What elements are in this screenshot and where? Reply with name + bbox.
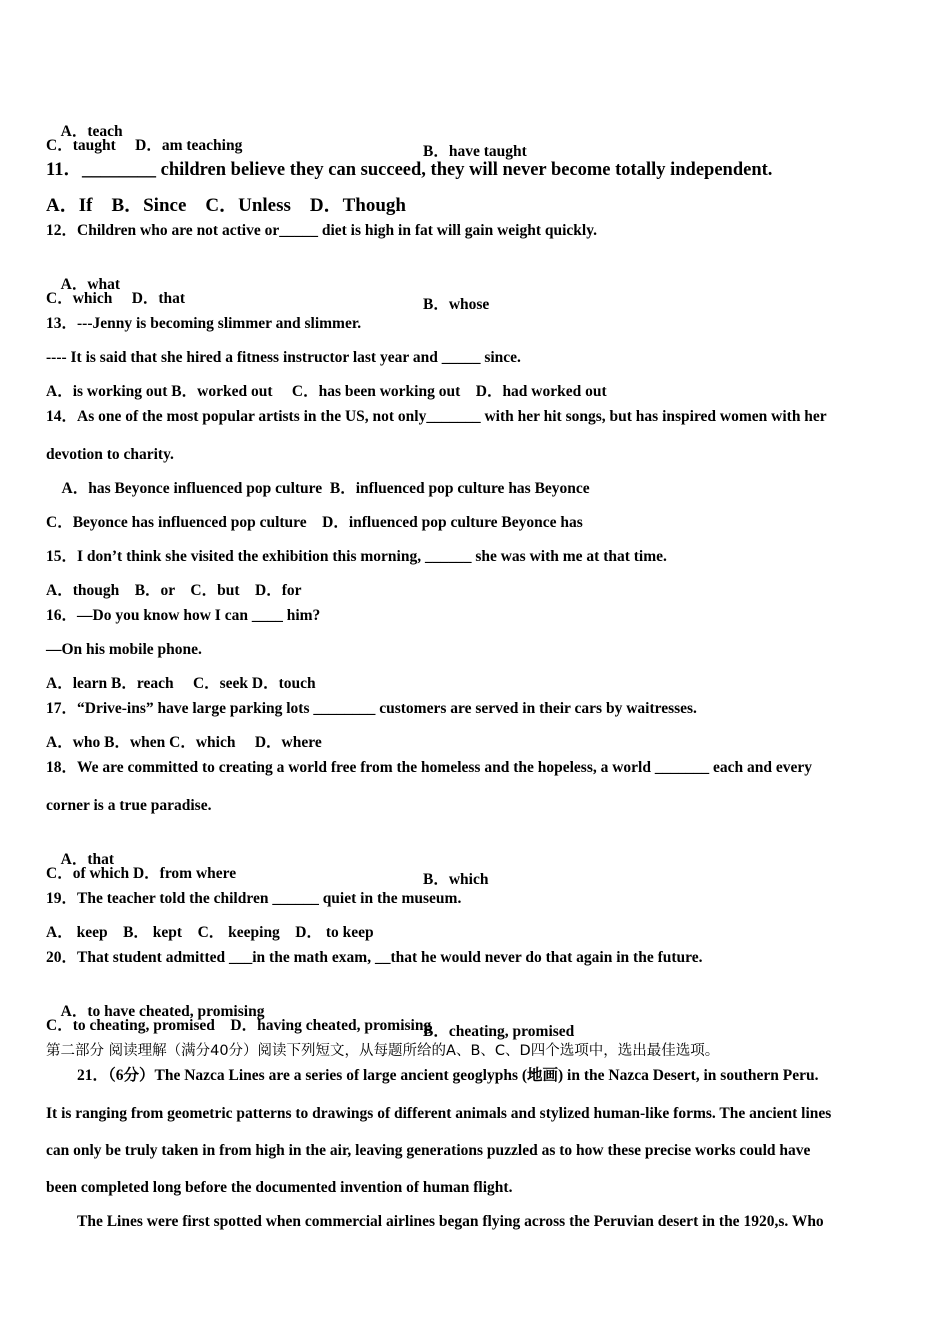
option-a: A．to have cheated, promising xyxy=(60,1003,265,1020)
question-14-cont: devotion to charity. xyxy=(46,446,174,463)
q13-options: A．is working out B．worked out C．has been working out D．had worked out xyxy=(46,383,607,400)
question-12: 12．Children who are not active or_____ diet is high in fat will gain weight quickly. xyxy=(46,222,598,239)
question-14: 14．As one of the most popular artists in the US, not only_______ with her hit songs, but has inspired women with her xyxy=(46,408,827,425)
question-11: 11．________ children believe they can succeed, they will never become totally independent. xyxy=(46,160,773,180)
passage-line-5: The Lines were first spotted when commercial airlines began flying across the Peruvian desert in the 1920,s. Who xyxy=(46,1213,824,1230)
option-b: B．which xyxy=(423,871,489,888)
question-13: 13．---Jenny is becoming slimmer and slimmer. xyxy=(46,315,362,332)
option-a: A．teach xyxy=(60,123,123,140)
option-a: A．that xyxy=(60,851,115,868)
q20-options-row2: C．to cheating, promised D．having cheated, promising xyxy=(46,1017,432,1034)
passage-line-1: 21．（6分）The Nazca Lines are a series of large ancient geoglyphs (地画) in the Nazca Desert, in southern Peru. xyxy=(46,1067,819,1084)
option-b: B．whose xyxy=(423,296,490,313)
question-18: 18．We are committed to creating a world free from the homeless and the hopeless, a world _______ each and every xyxy=(46,759,812,776)
question-16-reply: —On his mobile phone. xyxy=(46,641,202,658)
option-a: A．what xyxy=(60,276,121,293)
passage-line-3: can only be truly taken in from high in the air, leaving generations puzzled as to how these precise works could have xyxy=(46,1142,811,1159)
question-18-cont: corner is a true paradise. xyxy=(46,797,212,814)
q18-options-row2: C．of which D．from where xyxy=(46,865,237,882)
question-20: 20．That student admitted ___in the math exam, __that he would never do that again in the future. xyxy=(46,949,703,966)
passage-line-2: It is ranging from geometric patterns to drawings of different animals and stylized human-like forms. The ancient lines xyxy=(46,1105,832,1122)
q14-options-row1: A．has Beyonce influenced pop culture B．influenced pop culture has Beyonce xyxy=(46,480,590,497)
q10-options-row2: C．taught D．am teaching xyxy=(46,137,243,154)
passage-line-4: been completed long before the documented invention of human flight. xyxy=(46,1179,513,1196)
section-heading: 第二部分 阅读理解（满分40分）阅读下列短文，从每题所给的A、B、C、D四个选项中，选出最佳选项。 xyxy=(46,1043,720,1059)
option-b: B．have taught xyxy=(423,143,527,160)
question-19: 19．The teacher told the children ______ quiet in the museum. xyxy=(46,890,462,907)
q14-options-row2: C．Beyonce has influenced pop culture D．influenced pop culture Beyonce has xyxy=(46,514,583,531)
q16-options: A．learn B．reach C．seek D．touch xyxy=(46,675,316,692)
q19-options: A． keep B． kept C． keeping D． to keep xyxy=(46,924,374,941)
question-17: 17．“Drive-ins” have large parking lots ________ customers are served in their cars by waitresses. xyxy=(46,700,697,717)
q11-options: A．If B．Since C．Unless D．Though xyxy=(46,195,406,216)
question-16: 16．—Do you know how I can ____ him? xyxy=(46,607,321,624)
option-b: B．cheating, promised xyxy=(423,1023,575,1040)
q12-options-row2: C．which D．that xyxy=(46,290,186,307)
question-15: 15．I don’t think she visited the exhibition this morning, ______ she was with me at that time. xyxy=(46,548,667,565)
question-13-reply: ---- It is said that she hired a fitness instructor last year and _____ since. xyxy=(46,349,521,366)
q17-options: A．who B．when C．which D．where xyxy=(46,734,322,751)
q15-options: A．though B．or C．but D．for xyxy=(46,582,302,599)
